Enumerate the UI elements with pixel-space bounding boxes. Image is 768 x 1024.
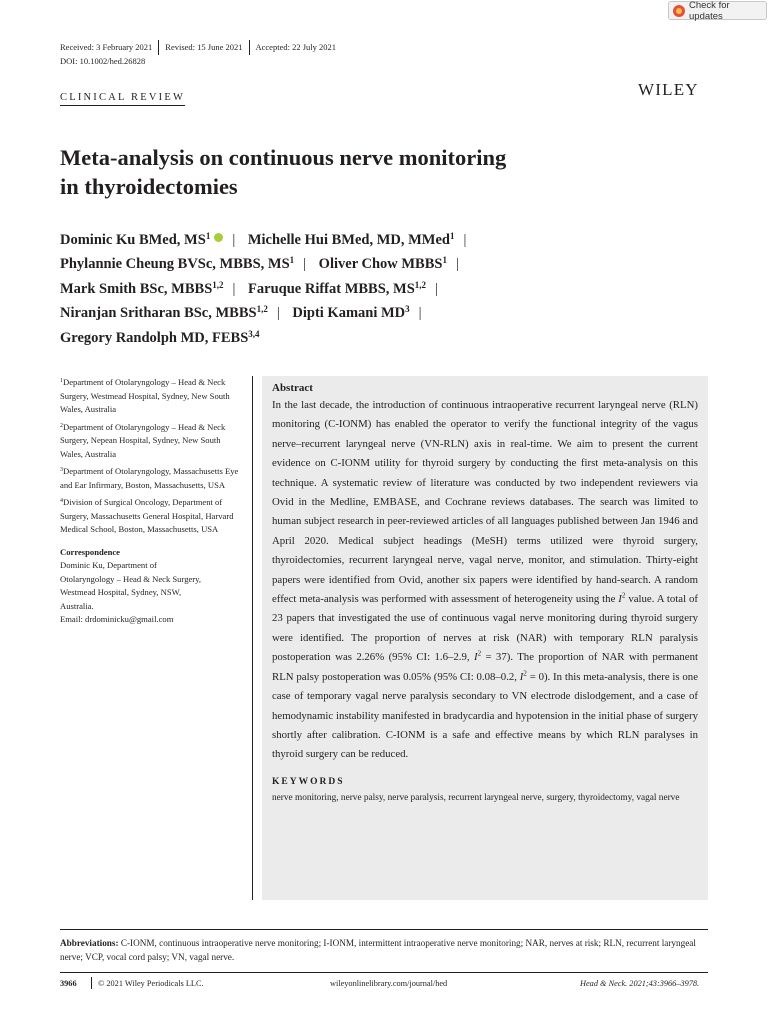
check-for-updates-label: Check for updates — [689, 0, 730, 22]
footer-separator — [91, 977, 92, 989]
divider — [60, 972, 708, 973]
divider — [60, 929, 708, 930]
affiliation — [60, 376, 245, 417]
orcid-icon[interactable] — [214, 233, 223, 242]
author-affil-sup: 1,2 — [256, 304, 268, 315]
keywords-heading: KEYWORDS — [272, 776, 345, 787]
doi: DOI: 10.1002/hed.26828 — [60, 56, 146, 66]
author-line: Phylannie Cheung BVSc, MBBS, $MS^1$ | Oliver Chow MBBS$^1$ | — [60, 255, 459, 273]
author-line: Niranjan Sritharan BSc, MBBS$^{1,2}$ | Dipti Kamani $MD^3$ | — [60, 304, 422, 322]
author-name: Faruque Riffat MBBS, MS — [248, 280, 415, 297]
author-name: Dominic Ku BMed, MS — [60, 232, 206, 248]
page-number: 3966 — [60, 979, 77, 988]
affiliations — [60, 376, 245, 627]
column-divider — [252, 376, 253, 900]
revised-date: Revised: 15 June 2021 — [165, 42, 243, 52]
section-label: CLINICAL REVIEW — [60, 92, 185, 106]
author-affil-sup: 1 — [289, 255, 295, 266]
abbreviations-text: C-IONM, continuous intraoperative nerve monitoring; I-IONM, intermittent intraoperative nerve monitoring; NAR, nerves at risk; RLN, recurrent laryngeal nerve; VCP, vocal cord palsy; VN, vagal nerve. — [60, 938, 696, 962]
author-list — [60, 228, 720, 350]
author-name: Phylannie Cheung BVSc, MBBS, MS — [60, 256, 290, 273]
affil-num: 1 — [60, 378, 63, 384]
affil-num: 4 — [60, 498, 63, 504]
affil-num: 2 — [60, 422, 63, 429]
author-name: Dipti Kamani MD — [292, 305, 406, 322]
author-affil-sup: 1 — [205, 231, 211, 241]
affil-num: 3 — [60, 467, 63, 473]
article-title — [60, 143, 660, 201]
author-affil-sup: 1 — [442, 255, 447, 266]
title-line: Meta-analysis on continuous nerve monitoring — [60, 145, 507, 170]
article-dates — [60, 40, 336, 54]
crossmark-icon — [673, 5, 685, 17]
affil-text: Department of Otolaryngology – Head & Neck Surgery, Nepean Hospital, Sydney, New South Wales, Australia — [60, 421, 226, 459]
author-line — [60, 326, 720, 350]
author-affil-sup: 3,4 — [248, 328, 260, 339]
author-line: Dominic Ku BMed, $MS^1$ | Michelle Hui BMed, MD, MMed$^1$ | — [60, 231, 467, 248]
correspondence-line: Dominic Ku, Department of — [60, 560, 157, 570]
i-squared-symbol: I — [519, 670, 524, 683]
abbreviations — [60, 936, 708, 964]
accepted-date: Accepted: 22 July 2021 — [255, 42, 336, 52]
correspondence-line: Australia. — [60, 600, 94, 611]
received-date: Received: 3 February 2021 — [60, 42, 153, 52]
keywords-text: nerve monitoring, nerve palsy, nerve paralysis, recurrent laryngeal nerve, surgery, thyroidectomy, vagal nerve — [272, 792, 680, 803]
author-name: Michelle Hui BMed, MD, MMed — [247, 232, 450, 248]
abbreviations-label: Abbreviations: — [60, 938, 119, 948]
author-affil-sup: 1,2 — [414, 279, 427, 290]
author-name: Oliver Chow MBBS — [318, 256, 443, 273]
correspondence-line: Westmead Hospital, Sydney, NSW, — [60, 587, 182, 597]
affiliation — [60, 496, 245, 537]
title-line: in thyroidectomies — [60, 174, 238, 199]
author-affil-sup: 3 — [405, 304, 410, 315]
affil-text: Department of Otolaryngology, Massachusetts Eye and Ear Infirmary, Boston, Massachusetts, USA — [60, 466, 239, 490]
journal-url[interactable]: wileyonlinelibrary.com/journal/hed — [330, 979, 448, 988]
correspondence — [60, 559, 245, 627]
abstract-text: In the last decade, the introduction of continuous intraoperative recurrent laryngeal nerve (RLN) monitoring (C-IONM) has enabled the operator to verify the functional integrity of the vagus nerve–recurrent laryngeal nerve (VN-RLN) axis in real-time. We aim to present the current evidence on C-IONM utility for thyroid surgery by conducting the first meta-analysis on this technique. A systematic review of literature was conducted by two independent reviewers via Ovid in the Medline, EMBASE, and Cochrane reviews databases. The search was limited to human subject research in peer-reviewed articles of all languages published between Jan 1946 and April 2020. Medical subject headings (MeSH) terms utilized were thyroid surgery, thyroidectomies, recurrent laryngeal nerve, vagal nerve, monitor, and stimulation. Thirty-eight papers were identified from Ovid, another six papers were identified by hand-search. A random effect meta-analysis was performed with assessment of heterogeneity using the $I^2$ value. A total of 23 papers that investigated the use of continuous vagal nerve monitoring during thyroid surgery were identified. The proportion of nerves at risk (NAR) with temporary RLN paralysis postoperation was 2.26% (95% CI: 1.6–2.9, $I^2 = 37$). The proportion of NAR with permanent RLN palsy postoperation was 0.05% (95% CI: 0.08–0.2, $I^2 = 0$). In this meta-analysis, there is one case of temporary vagal nerve paralysis secondary to VN electrode dislodgement, and a case of hemodynamic instability manifested in bradycardia and hypotension in the initial phase of surgery shortly after calibration. C-IONM is a safe and effective means by which RLN paralyses in thyroid surgery can be reduced. — [272, 399, 699, 761]
author-affil-sup: 1,2 — [212, 279, 224, 290]
journal-citation: Head & Neck. 2021;43:3966–3978. — [580, 979, 700, 988]
affil-text: Division of Surgical Oncology, Department of Surgery, Massachusetts General Hospital, Harvard Medical School, Boston, Massachusetts, USA — [60, 497, 234, 534]
publisher-logo: WILEY — [638, 80, 699, 99]
abstract-heading: Abstract — [272, 382, 313, 394]
date-separator — [249, 40, 250, 55]
affiliation — [60, 421, 245, 462]
author-name: Niranjan Sritharan BSc, MBBS — [60, 305, 257, 322]
author-line: Mark Smith BSc, MBBS$^{1,2}$ | Faruque Riffat MBBS, MS$^{1,2}$ | — [60, 279, 438, 297]
affiliation — [60, 465, 245, 492]
author-name: Gregory Randolph MD, FEBS — [60, 329, 249, 346]
author-name: Mark Smith BSc, MBBS — [60, 280, 213, 297]
author-affil-sup: 1 — [450, 231, 455, 241]
correspondence-line: Otolaryngology – Head & Neck Surgery, — [60, 573, 202, 584]
i-squared-symbol: I — [473, 651, 478, 664]
correspondence-heading: Correspondence — [60, 546, 120, 557]
affil-text: Department of Otolaryngology – Head & Neck Surgery, Westmead Hospital, Sydney, New South Wales, Australia — [60, 377, 230, 414]
correspondence-email[interactable]: Email: drdominicku@gmail.com — [60, 614, 174, 624]
i-squared-symbol: I — [618, 593, 622, 606]
copyright: © 2021 Wiley Periodicals LLC. — [98, 979, 204, 988]
check-for-updates-button[interactable] — [668, 1, 767, 20]
date-separator — [158, 40, 159, 55]
abstract-box — [262, 376, 708, 900]
